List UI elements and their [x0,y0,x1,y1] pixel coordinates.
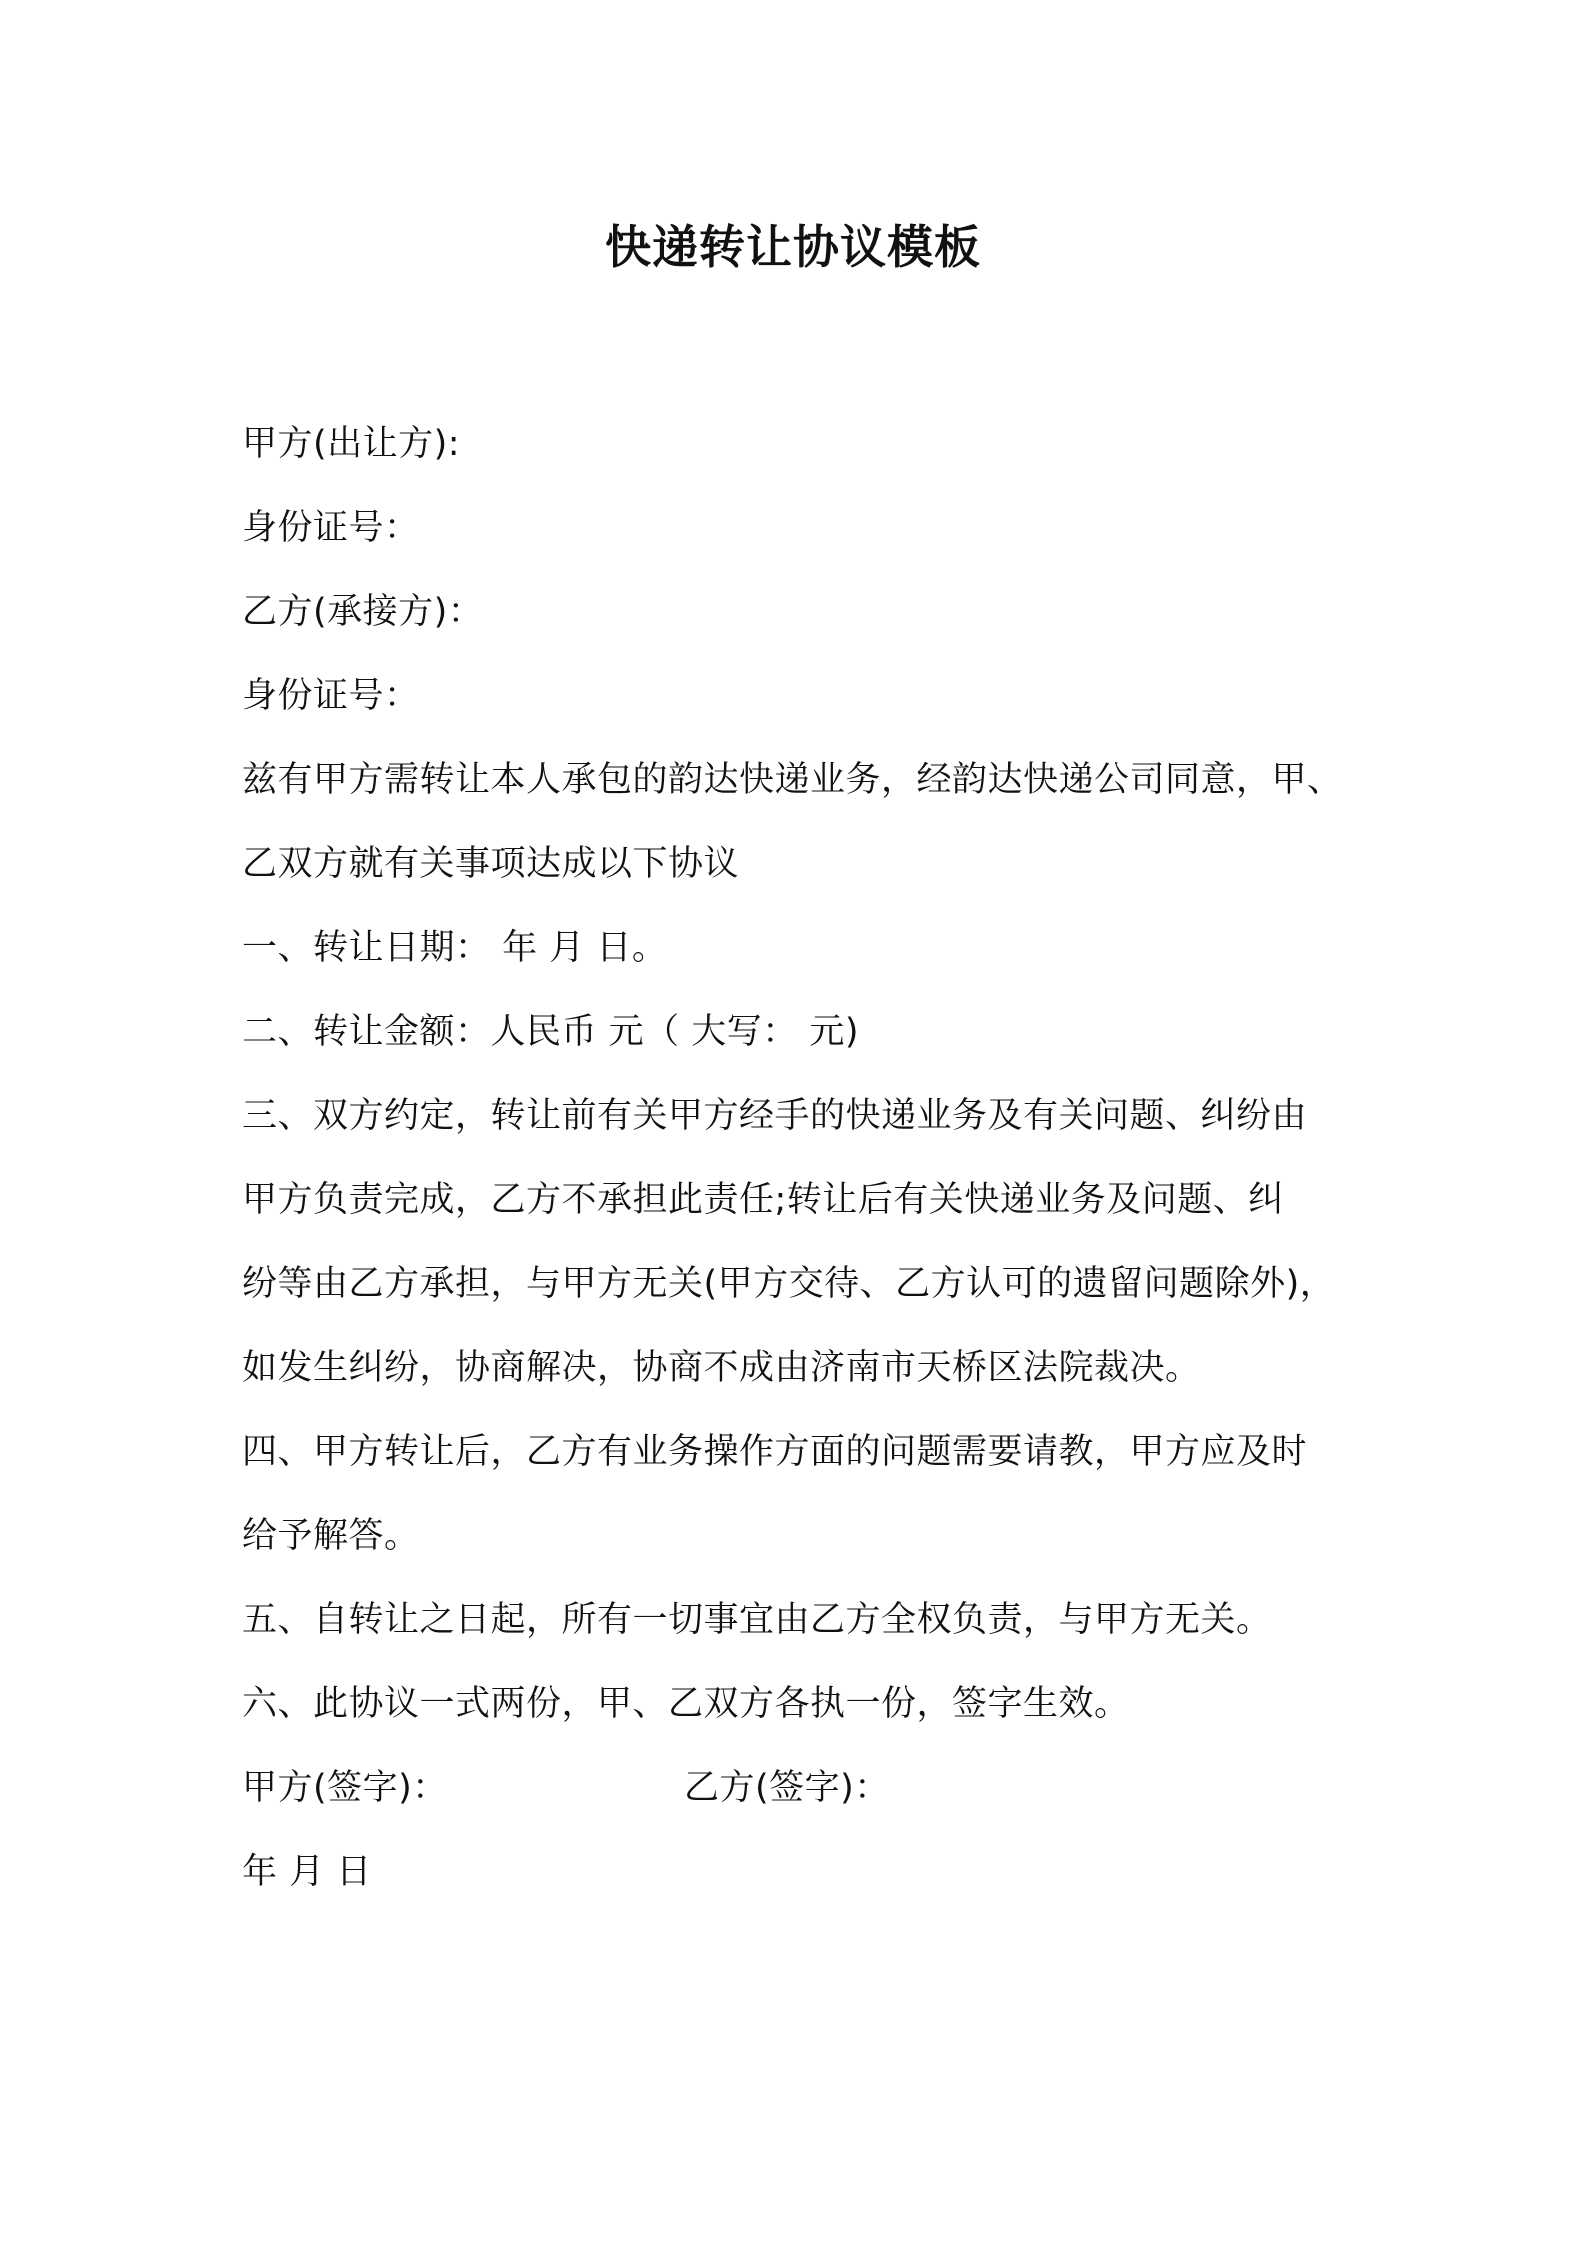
clause-line: 如发生纠纷，协商解决，协商不成由济南市天桥区法院裁决。 [242,1348,1201,1388]
party-b-id-field: 身份证号： [242,676,420,716]
document-body [242,402,1352,1914]
party-a-signature-label: 甲方(签字)： [242,1768,448,1808]
clause-line: 甲方负责完成，乙方不承担此责任;转让后有关快递业务及问题、纠 [242,1180,1284,1220]
signature-date: 年 月 日 [242,1852,372,1892]
intro-line: 乙双方就有关事项达成以下协议 [242,844,740,884]
clause-line: 六、此协议一式两份，甲、乙双方各执一份，签字生效。 [242,1684,1130,1724]
clause-line: 给予解答。 [242,1516,420,1556]
party-b-signature-label: 乙方(签字)： [684,1768,890,1808]
clause-line: 一、转让日期： 年 月 日。 [242,928,668,968]
clause-line: 二、转让金额：人民币 元（ 大写： 元) [242,1012,860,1052]
document-title: 快递转让协议模板 [605,220,981,274]
signature-row [242,1746,1352,1830]
clause-line: 三、双方约定，转让前有关甲方经手的快递业务及有关问题、纠纷由 [242,1096,1308,1136]
party-a-field: 甲方(出让方): [242,424,461,464]
party-b-field: 乙方(承接方)： [242,592,484,632]
party-a-id-field: 身份证号： [242,508,420,548]
clause-line: 纷等由乙方承担，与甲方无关(甲方交待、乙方认可的遗留问题除外)， [242,1264,1336,1304]
intro-line: 兹有甲方需转让本人承包的韵达快递业务，经韵达快递公司同意，甲、 [242,760,1343,800]
clause-line: 四、甲方转让后，乙方有业务操作方面的问题需要请教，甲方应及时 [242,1432,1308,1472]
clause-line: 五、自转让之日起，所有一切事宜由乙方全权负责，与甲方无关。 [242,1600,1272,1640]
